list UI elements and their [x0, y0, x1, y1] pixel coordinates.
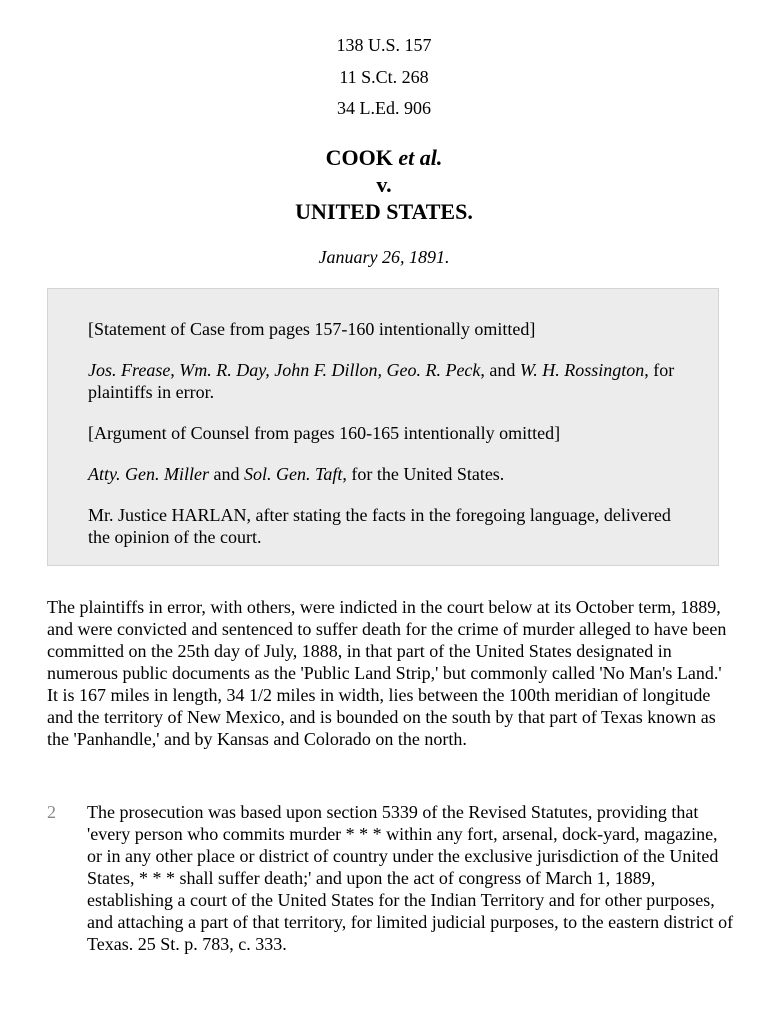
opinion-paragraph-2: The prosecution was based upon section 5339 of the Revised Statutes, providing that 'every person who commits murder * * * within any fort, arsenal, dock-yard, magazine, or in any other place or district of country under the exclusive jurisdiction of the United States, * * * shall suffer death;' and upon the act of congress of March 1, 1889, establishing a court of the United States for the Indian Territory and for other purposes, and attaching a part of that territory, for limited judicial purposes, to the eastern district of Texas. 25 St. p. 783, c. 333.: [87, 802, 734, 954]
counsel-us-and: and: [208, 464, 244, 484]
decision-date: January 26, 1891.: [318, 247, 450, 267]
counsel-united-states: [88, 463, 688, 485]
counsel-us-solicitor-general: Sol. Gen. Taft: [243, 464, 343, 484]
counsel-us-role: , for the United States.: [342, 464, 505, 484]
opinion-paragraph-1: The plaintiffs in error, with others, were indicted in the court below at its October term, 1889, and were convicted and sentenced to suffer death for the crime of murder alleged to have been committed on the 25th day of July, 1888, in that part of the United States designated in numerous public documents as the 'Public Land Strip,' but commonly called 'No Man's Land.' It is 167 miles in length, 34 1/2 miles in width, lies between the 100th meridian of longitude and the territory of New Mexico, and is bounded on the south by that part of Texas known as the 'Panhandle,' and by Kansas and Colorado on the north.: [47, 597, 727, 749]
citation-us-reports: 138 U.S. 157: [336, 35, 432, 55]
counsel-plaintiffs-names: Jos. Frease, Wm. R. Day, John F. Dillon, Geo. R. Peck: [88, 360, 481, 380]
caption-party1: [0, 144, 768, 171]
caption-versus: v.: [376, 172, 392, 197]
counsel-plaintiffs-and: , and: [480, 360, 520, 380]
citation-lawyers-edition: 34 L.Ed. 906: [337, 98, 431, 118]
case-caption: [0, 144, 768, 225]
party1-suffix: et al.: [398, 145, 443, 170]
argument-omitted-note: [Argument of Counsel from pages 160-165 intentionally omitted]: [88, 423, 561, 443]
citations: [0, 34, 768, 129]
counsel-plaintiffs: [88, 359, 688, 403]
counsel-us-attorney-general: Atty. Gen. Miller: [88, 464, 209, 484]
counsel-plaintiffs-last: W. H. Rossington: [519, 360, 645, 380]
statement-omitted-note: [Statement of Case from pages 157-160 intentionally omitted]: [88, 319, 536, 339]
opinion-intro: Mr. Justice HARLAN, after stating the facts in the foregoing language, delivered the opinion of the court.: [88, 505, 671, 547]
party1-name: COOK: [325, 145, 393, 170]
citation-supreme-court-reporter: 11 S.Ct. 268: [339, 66, 429, 87]
syllabus-box: [47, 288, 719, 566]
counsel-plaintiffs-role: , for plaintiffs in error.: [88, 360, 675, 402]
paragraph-number: 2: [47, 802, 56, 822]
caption-party2: UNITED STATES.: [295, 199, 473, 224]
